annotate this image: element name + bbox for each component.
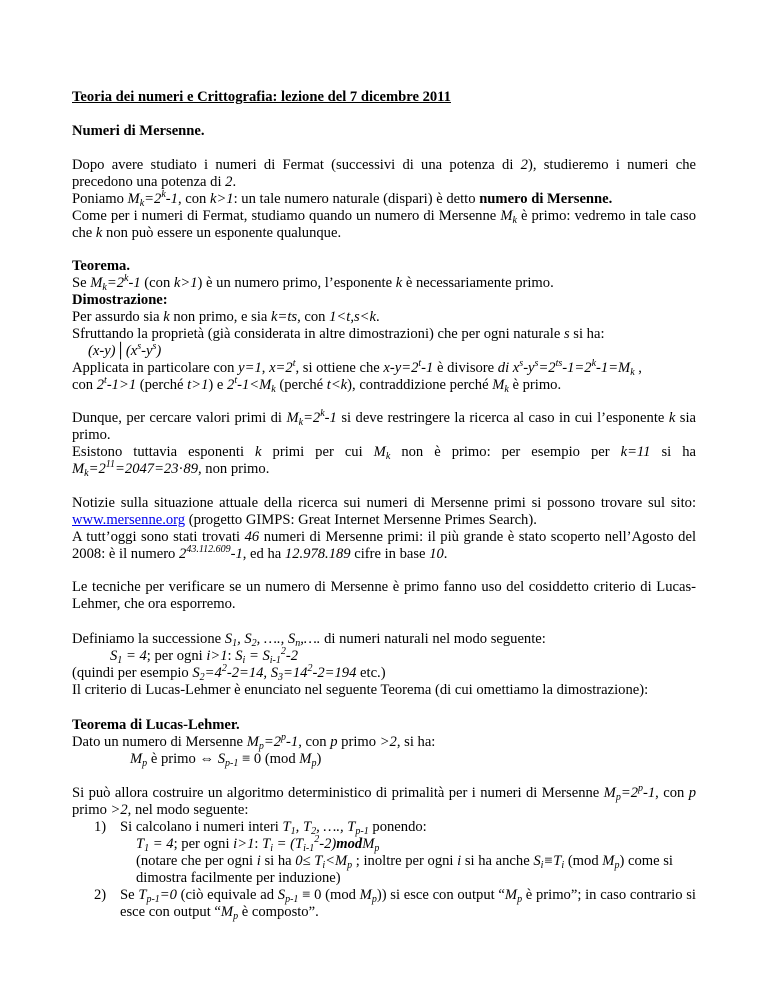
section-heading: Numeri di Mersenne. — [72, 123, 205, 139]
paragraph-tecniche: Le tecniche per verificare se un numero di Mersenne è primo fanno uso del cosiddetto criterio di Lucas-Lehmer, che ora esporremo. — [72, 579, 696, 612]
algorithm-steps — [72, 819, 696, 921]
intro-paragraph: Dopo avere studiato i numeri di Fermat (successivi di una potenza di 2), studieremo i numeri che precedono una potenza di 2. Poniamo $M_k=2^k-1$, con k>1: un tale numero naturale (dispari) è detto numero di Mersenne. Come per i numeri di Fermat, studiamo quando un numero di Mersenne $M_k$ è primo: vedremo in tale caso che k non può essere un esponente qualunque. — [72, 157, 697, 241]
mersenne-link[interactable]: www.mersenne.org — [72, 512, 186, 528]
list-item: 2) Se $T_{p-1}=0$ (ciò equivale ad $S_{p-1} \equiv 0$ (mod $M_p$)) si esce con output “$M_p$ è primo”; in caso contrario si esce con output “$M_p$ è composto”. — [94, 887, 696, 922]
paragraph-dunque: Dunque, per cercare valori primi di $M_k=2^k-1$ si deve restringere la ricerca al caso in cui l’esponente k sia primo. Esistono tuttavia esponenti k primi per cui $M_k$ non è primo: per esempio per k=11 si ha $M_k=2^{11}=2047=23\cdot 89$, non primo. — [72, 408, 696, 479]
theorem-lucas-lehmer: Teorema di Lucas-Lehmer. Dato un numero di Mersenne $M_p=2^p-1$, con p primo >2, si ha: $M_p$ è primo ⇔ $S_{p-1} \equiv 0$ (mod $M_p$) — [72, 717, 696, 768]
page-title: Teoria dei numeri e Crittografia: lezione del 7 dicembre 2011 — [72, 89, 451, 105]
list-item: 1) Si calcolano i numeri interi $T_1$, $T_2$, …., $T_{p-1}$ ponendo: $T_1 = 4$; per ogni i>1: $T_i$ = $(T_{i-1}^2-2)modM_p$ (notare che per ogni i si ha $0\le T_i<M_p$ ; inoltre per ogni i si ha anche $S_i\equiv T_i$ (mod $M_p$) come si dimostra facilmente per induzione) — [94, 819, 673, 886]
theorem-heading: Teorema. — [72, 258, 130, 274]
paragraph-notizie: Notizie sulla situazione attuale della ricerca sui numeri di Mersenne primi si possono trovare sul sito: www.mersenne.org (progetto GIMPS: Great Internet Mersenne Primes Search). A tutt’oggi sono stati trovati 46 numeri di Mersenne primi: il più grande è stato scoperto nell’Agosto del 2008: è il numero $2^{43.112.609}-1$, ed ha 12.978.189 cifre in base 10. — [72, 495, 696, 562]
paragraph-successione: Definiamo la successione $S_1$, $S_2$, …., $S_n,\dots$. di numeri naturali nel modo seguente: $S_1 = 4$; per ogni i>1: $S_i = S_{i-1}^2-2$ (quindi per esempio $S_2=4^2-2=14$, $S_3=14^2-2=194$ etc.) Il criterio di Lucas-Lehmer è enunciato nel seguente Teorema (di cui omettiamo la dimostrazione): — [72, 631, 649, 698]
proof-heading: Dimostrazione: — [72, 292, 168, 308]
theorem-1: Teorema. Se $M_k=2^k-1$ (con k>1) è un numero primo, l’esponente k è necessariamente primo. Dimostrazione: Per assurdo sia k non primo, e sia k=ts, con 1<t,s<k. Sfruttando la proprietà (già considerata in altre dimostrazioni) che per ogni naturale s si ha: $(x-y)│(x^s-y^s)$ Applicata in particolare con y=1, $x=2^t$, si ottiene che $x-y=2^t-1$ è divisore di $x^s-y^s=2^{ts}-1=2^k-1=M_k$ , con $2^t-1>1$ (perché t>1) e $2^t-1<M_k$ (perché t<k), contraddizione perché $M_k$ è primo. — [72, 258, 696, 394]
theorem-heading: Teorema di Lucas-Lehmer. — [72, 717, 240, 733]
divisibility-formula: $(x-y)│(x^s-y^s)$ — [88, 341, 162, 359]
paragraph-algoritmo: Si può allora costruire un algoritmo deterministico di primalità per i numeri di Mersenne $M_p=2^p-1$, con p primo >2, nel modo seguente: — [72, 783, 696, 818]
